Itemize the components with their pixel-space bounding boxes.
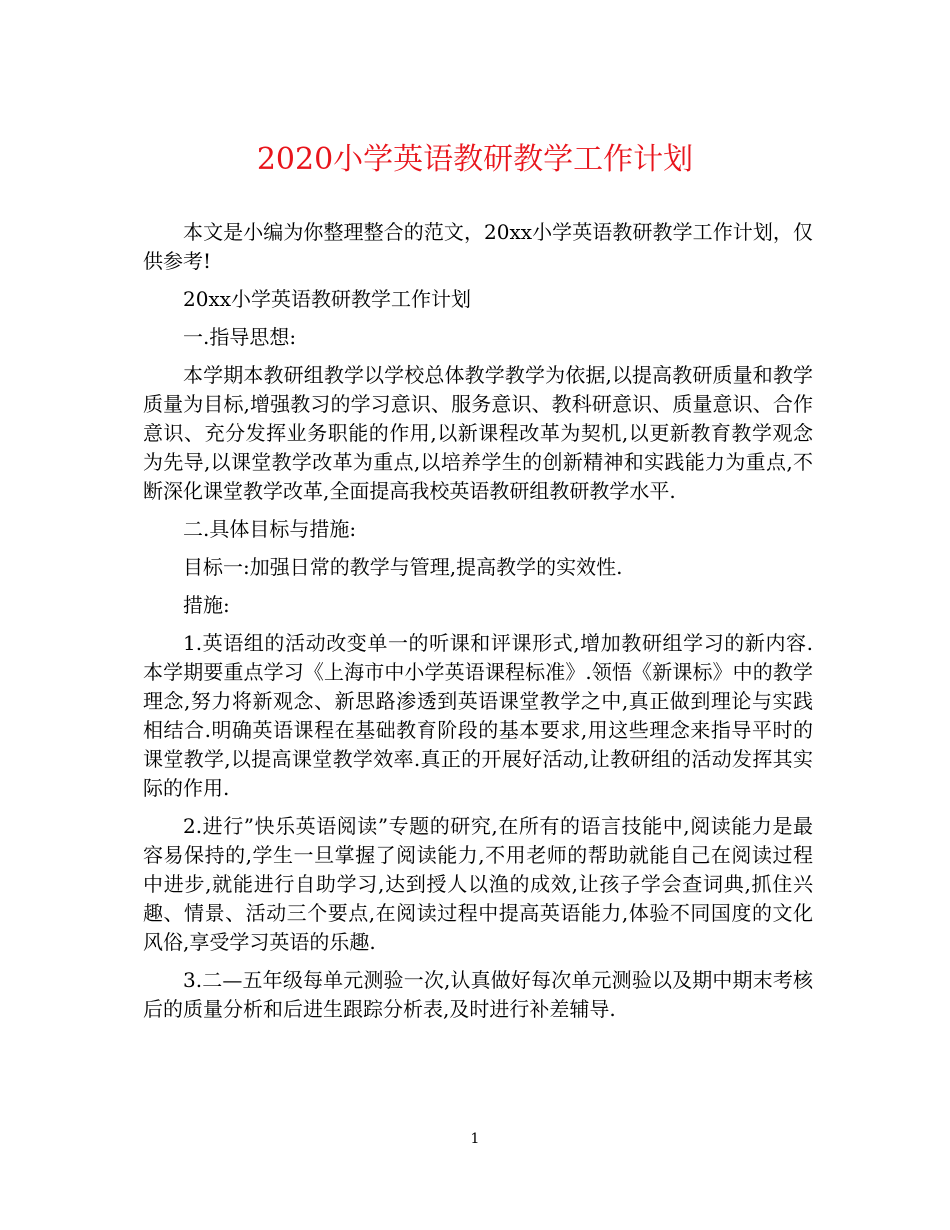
measure-item-3: 3.二—五年级每单元测验一次,认真做好每次单元测验以及期中期末考核后的质量分析和后进生跟踪分析表,及时进行补差辅导. xyxy=(143,968,813,1021)
page-title: 2020小学英语教研教学工作计划 xyxy=(256,142,694,177)
subtitle-paragraph: 20xx小学英语教研教学工作计划 xyxy=(183,287,472,311)
guiding-thought-paragraph: 本学期本教研组教学以学校总体教学教学为依据,以提高教研质量和教学质量为目标,增强教习的学习意识、服务意识、教科研意识、质量意识、合作意识、充分发挥业务职能的作用,以新课程改革为契机,以更新教育教学观念为先导,以课堂教学改革为重点,以培养学生的创新精神和实践能力为重点,不断深化课堂教学改革,全面提高我校英语教研组教研教学水平. xyxy=(143,363,813,503)
section-heading-guiding-thought: 一.指导思想: xyxy=(183,325,297,349)
section-heading-goals-measures: 二.具体目标与措施: xyxy=(183,517,357,541)
document-body xyxy=(143,218,813,1033)
measures-label: 措施: xyxy=(183,593,230,617)
intro-paragraph: 本文是小编为你整理整合的范文，20xx小学英语教研教学工作计划，仅供参考! xyxy=(143,220,813,273)
page-number: 1 xyxy=(470,1131,480,1147)
measure-item-1: 1.英语组的活动改变单一的听课和评课形式,增加教研组学习的新内容.本学期要重点学习《上海市中小学英语课程标准》.领悟《新课标》中的教学理念,努力将新观念、新思路渗透到英语课堂教学之中,真正做到理论与实践相结合.明确英语课程在基础教育阶段的基本要求,用这些理念来指导平时的课堂教学,以提高课堂教学效率.真正的开展好活动,让教研组的活动发挥其实际的作用. xyxy=(143,631,813,800)
goal-one-paragraph: 目标一:加强日常的教学与管理,提高教学的实效性. xyxy=(183,555,623,579)
measure-item-2: 2.进行”快乐英语阅读”专题的研究,在所有的语言技能中,阅读能力是最容易保持的,学生一旦掌握了阅读能力,不用老师的帮助就能自己在阅读过程中进步,就能进行自助学习,达到授人以渔的成效,让孩子学会查词典,抓住兴趣、情景、活动三个要点,在阅读过程中提高英语能力,体验不同国度的文化风俗,享受学习英语的乐趣. xyxy=(143,814,813,954)
